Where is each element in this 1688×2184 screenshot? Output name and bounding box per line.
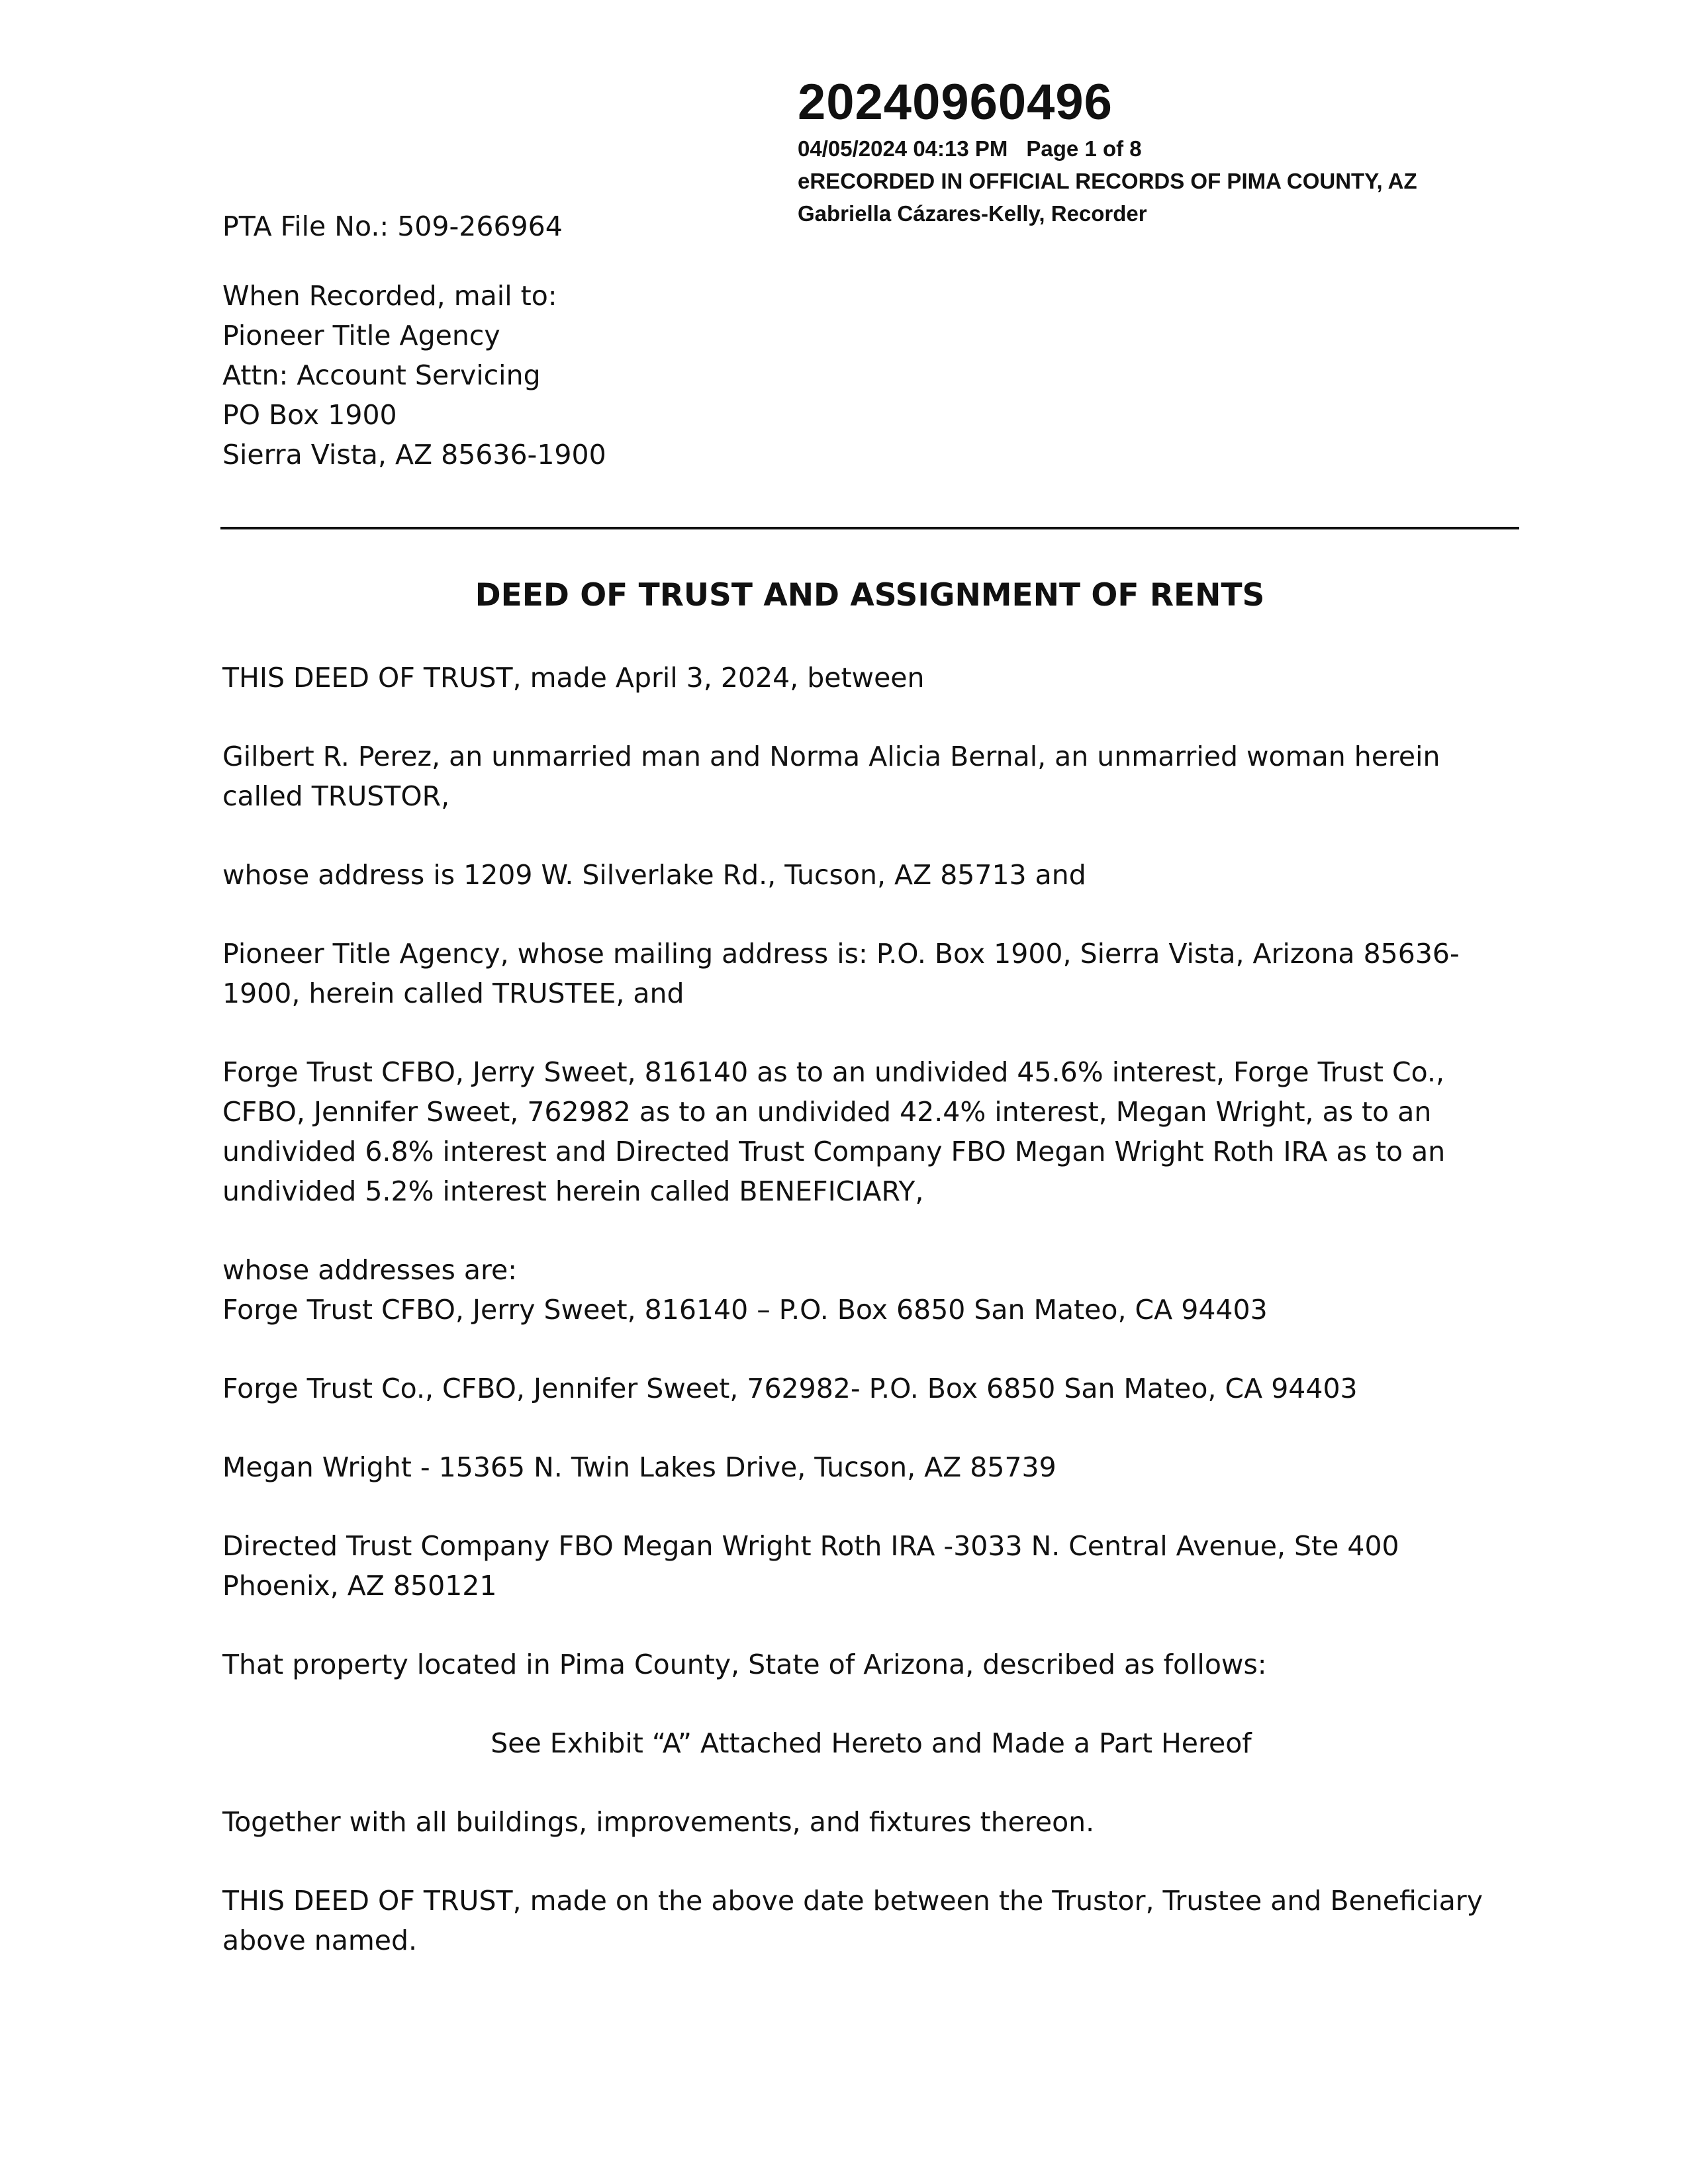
recording-number: 20240960496 [798,74,1113,130]
beneficiary-paragraph: Forge Trust CFBO, Jerry Sweet, 816140 as to an undivided 45.6% interest, Forge Trust Co., CFBO, Jennifer Sweet, 762982 as to an undivided 42.4% interest, Megan Wright, as to an undivided 6.8% interest and Directed Trust Company FBO Megan Wright Roth IRA as to an undivided 5.2% interest herein called BENEFICIARY, [222,1056,1446,1207]
exhibit-reference: See Exhibit “A” Attached Hereto and Made a Part Hereof [491,1727,1252,1759]
mail-to-heading: When Recorded, mail to: [222,280,557,312]
mail-to-attention: Attn: Account Servicing [222,359,541,391]
trustee-paragraph: Pioneer Title Agency, whose mailing address is: P.O. Box 1900, Sierra Vista, Arizona 85636-1900, herein called TRUSTEE, and [222,938,1460,1009]
document-body [222,658,1520,1999]
property-intro-paragraph: That property located in Pima County, State of Arizona, described as follows: [222,1649,1267,1680]
recording-date-page [798,132,1526,165]
header-divider [220,527,1519,529]
beneficiary-address-1: Forge Trust CFBO, Jerry Sweet, 816140 – P.O. Box 6850 San Mateo, CA 94403 [222,1294,1268,1326]
mail-to-block [222,276,606,475]
recording-page-info: Page 1 of 8 [1026,136,1142,161]
trustor-paragraph: Gilbert R. Perez, an unmarried man and Norma Alicia Bernal, an unmarried woman herein called TRUSTOR, [222,741,1440,812]
trustor-address-paragraph: whose address is 1209 W. Silverlake Rd., Tucson, AZ 85713 and [222,859,1086,891]
beneficiary-address-4: Directed Trust Company FBO Megan Wright Roth IRA -3033 N. Central Avenue, Ste 400 Phoenix, AZ 850121 [222,1530,1399,1602]
addresses-heading: whose addresses are: [222,1254,518,1286]
together-with-paragraph: Together with all buildings, improvements, and fixtures thereon. [222,1806,1095,1838]
file-number: PTA File No.: 509-266964 [222,210,563,242]
intro-paragraph: THIS DEED OF TRUST, made April 3, 2024, between [222,662,925,694]
recorded-official-records: eRECORDED IN OFFICIAL RECORDS OF PIMA COUNTY, AZ [798,169,1417,193]
mail-to-city: Sierra Vista, AZ 85636-1900 [222,439,606,471]
recording-stamp [798,73,1526,230]
beneficiary-address-2: Forge Trust Co., CFBO, Jennifer Sweet, 762982- P.O. Box 6850 San Mateo, CA 94403 [222,1373,1358,1404]
mail-to-po-box: PO Box 1900 [222,399,397,431]
document-title: DEED OF TRUST AND ASSIGNMENT OF RENTS [475,577,1265,614]
recording-date-time: 04/05/2024 04:13 PM [798,136,1008,161]
beneficiary-address-3: Megan Wright - 15365 N. Twin Lakes Drive, Tucson, AZ 85739 [222,1451,1056,1483]
mail-to-company: Pioneer Title Agency [222,320,500,351]
county-recorder: Gabriella Cázares-Kelly, Recorder [798,201,1147,226]
closing-paragraph: THIS DEED OF TRUST, made on the above date between the Trustor, Trustee and Beneficiary above named. [222,1885,1483,1956]
